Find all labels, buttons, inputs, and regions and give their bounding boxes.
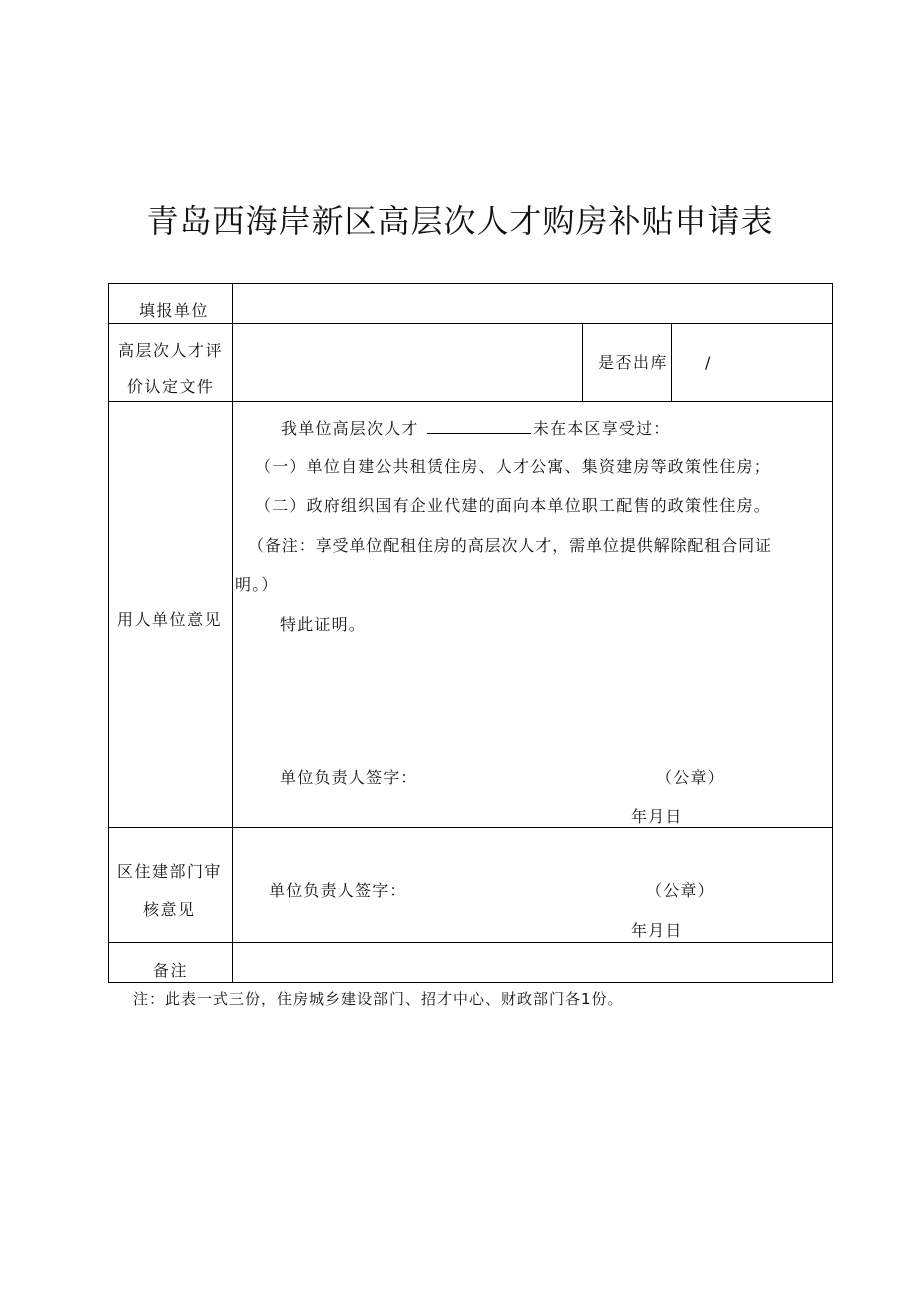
evaluation-doc-label-line2: 价认定文件 [127,377,215,396]
intro-suffix: 未在本区享受过： [532,419,671,438]
evaluation-doc-field[interactable] [233,324,582,401]
employer-certify: 特此证明。 [280,615,367,634]
employer-item-1: （一）单位自建公共租赁住房、人才公寓、集资建房等政策性住房； [255,457,772,476]
remarks-field[interactable] [233,943,832,982]
employer-seal: （公章） [656,768,725,787]
remarks-label: 备注 [153,961,189,980]
talent-name-blank[interactable] [427,417,531,434]
row-divider [109,401,832,402]
outbound-label: 是否出库 [598,353,669,372]
form-title: 青岛西海岸新区高层次人才购房补贴申请表 [146,202,774,240]
evaluation-doc-label-line1: 高层次人才评 [118,341,224,360]
review-seal: （公章） [646,881,715,900]
employer-remark-line2: 明。） [235,575,279,594]
intro-prefix: 我单位高层次人才 [281,419,419,438]
outbound-value[interactable]: / [705,353,712,372]
column-divider [582,323,583,401]
employer-opinion-label: 用人单位意见 [117,610,223,629]
employer-signature-label[interactable]: 单位负责人签字： [280,768,418,787]
review-signature-label[interactable]: 单位负责人签字： [269,881,407,900]
review-opinion-label-line1: 区住建部门审 [117,862,223,881]
employer-intro [281,417,671,439]
row-divider [109,827,832,828]
application-form-table [108,283,833,983]
column-divider [671,323,672,401]
unit-label: 填报单位 [139,301,210,320]
footnote: 注：此表一式三份，住房城乡建设部门、招才中心、财政部门各1份。 [133,990,624,1008]
review-date[interactable]: 年月日 [631,921,683,940]
employer-remark-line1: （备注：享受单位配租住房的高层次人才，需单位提供解除配租合同证 [248,536,772,555]
review-opinion-label-line2: 核意见 [143,900,196,919]
employer-item-2: （二）政府组织国有企业代建的面向本单位职工配售的政策性住房。 [255,496,772,515]
unit-field[interactable] [233,284,832,323]
employer-date[interactable]: 年月日 [631,807,683,826]
